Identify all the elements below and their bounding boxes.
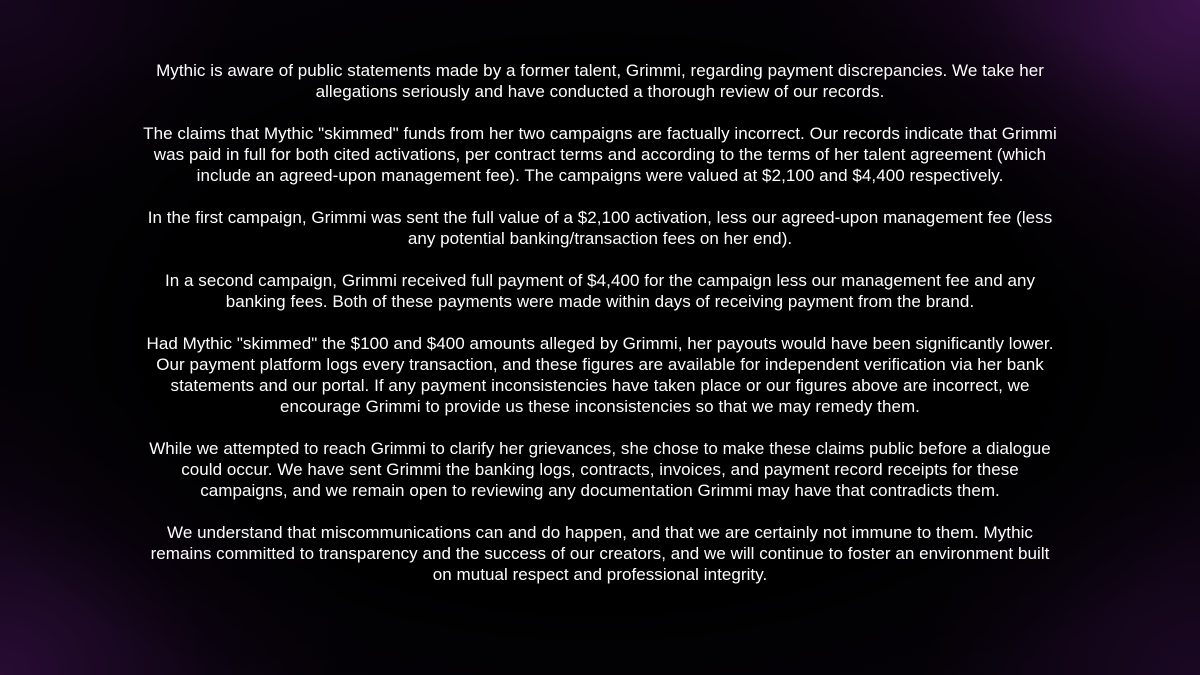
paragraph-second-campaign: In a second campaign, Grimmi received full payment of $4,400 for the campaign less our management fee and any banking fees. Both of these payments were made within days of receiving payment from the brand.: [164, 271, 1036, 311]
paragraph-commitment: We understand that miscommunications can and do happen, and that we are certainly not immune to them. Mythic remains committed to transparency and the success of our creators, and we will continue to foster an environment built on mutual respect and professional integrity.: [150, 523, 1050, 584]
paragraph-claims-incorrect: The claims that Mythic "skimmed" funds from her two campaigns are factually incorrect. Our records indicate that Grimmi was paid in full for both cited activations, per contract terms and according to the terms of her talent agreement (which include an agreed-upon management fee). The campaigns were valued at $2,100 and $4,400 respectively.: [143, 124, 1057, 185]
paragraph-first-campaign: In the first campaign, Grimmi was sent the full value of a $2,100 activation, less our agreed-upon management fee (less any potential banking/transaction fees on her end).: [147, 208, 1053, 248]
paragraph-awareness: Mythic is aware of public statements made by a former talent, Grimmi, regarding payment discrepancies. We take her allegations seriously and have conducted a thorough review of our records.: [156, 61, 1044, 101]
paragraph-verification: Had Mythic "skimmed" the $100 and $400 amounts alleged by Grimmi, her payouts would have been significantly lower. Our payment platform logs every transaction, and these figures are available for independent verification via her bank statements and our portal. If any payment inconsistencies have taken place or our figures above are incorrect, we encourage Grimmi to provide us these inconsistencies so that we may remedy them.: [146, 334, 1054, 416]
statement-body: [140, 60, 1060, 585]
paragraph-outreach: While we attempted to reach Grimmi to clarify her grievances, she chose to make these claims public before a dialogue could occur. We have sent Grimmi the banking logs, contracts, invoices, and payment record receipts for these campaigns, and we remain open to reviewing any documentation Grimmi may have that contradicts them.: [149, 439, 1051, 500]
